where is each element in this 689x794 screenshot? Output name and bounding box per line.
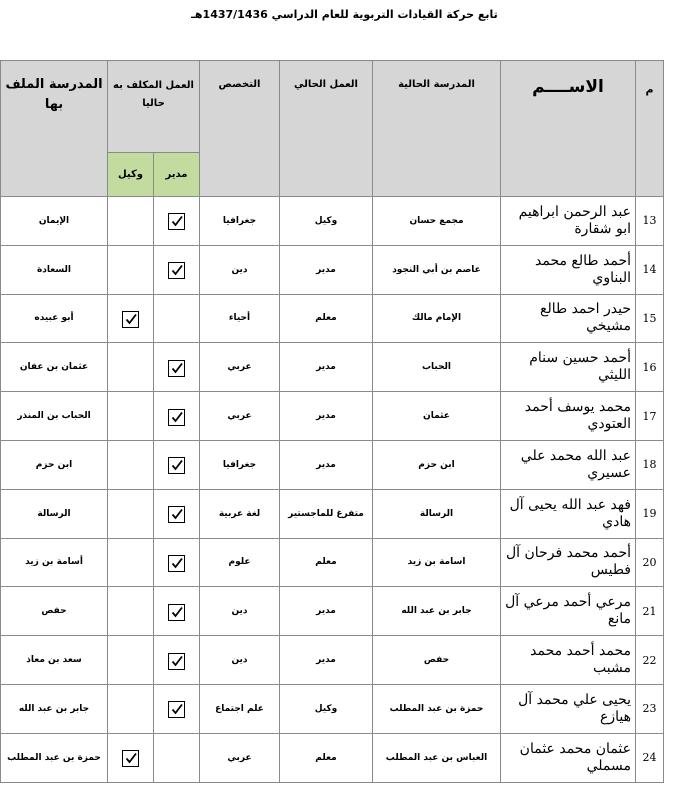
table-row [1,684,664,733]
header-principal: مدير [154,153,200,197]
row-specialty: جغرافيا [200,440,280,489]
row-number: 13 [636,197,664,246]
row-specialty: علوم [200,538,280,587]
header-assigned-school: المدرسة الملف بها [1,61,108,197]
row-deputy-check [108,392,154,441]
checkmark-box-icon [168,409,185,426]
header-assigned-work: العمل المكلف به حاليا [108,61,200,153]
row-principal-check [154,392,200,441]
table-row [1,294,664,343]
row-principal-check [154,197,200,246]
row-current-work: مدير [280,245,373,294]
row-current-school: ابن حزم [373,440,501,489]
row-current-work: مدير [280,343,373,392]
row-number: 16 [636,343,664,392]
row-specialty: عربي [200,392,280,441]
row-specialty: علم اجتماع [200,684,280,733]
row-deputy-check [108,684,154,733]
header-number: م [636,61,664,197]
row-specialty: عربي [200,343,280,392]
row-principal-check [154,538,200,587]
header-name: الاســــم [501,61,636,197]
row-principal-check [154,587,200,636]
row-current-work: وكيل [280,684,373,733]
row-name: عبد الرحمن ابراهيم ابو شقارة [501,197,636,246]
row-number: 15 [636,294,664,343]
row-principal-check [154,294,200,343]
row-deputy-check [108,587,154,636]
checkmark-box-icon [122,750,139,767]
header-deputy: وكيل [108,153,154,197]
table-row [1,440,664,489]
row-current-work: معلم [280,733,373,782]
row-principal-check [154,343,200,392]
row-number: 17 [636,392,664,441]
row-current-work: متفرغ للماجستير [280,489,373,538]
row-current-school: جابر بن عبد الله [373,587,501,636]
row-deputy-check [108,440,154,489]
row-current-school: الرسالة [373,489,501,538]
row-deputy-check [108,489,154,538]
row-current-school: العباس بن عبد المطلب [373,733,501,782]
header-current-school: المدرسة الحالية [373,61,501,197]
row-deputy-check [108,294,154,343]
leadership-table [0,60,664,783]
row-current-school: مجمع حسان [373,197,501,246]
row-deputy-check [108,343,154,392]
table-row [1,587,664,636]
row-assigned-school: حفص [1,587,108,636]
row-assigned-school: أبو عبيده [1,294,108,343]
row-name: حيدر احمد طالع مشيخي [501,294,636,343]
row-current-school: الإمام مالك [373,294,501,343]
row-current-work: مدير [280,636,373,685]
table-row [1,538,664,587]
row-current-school: حمزة بن عبد المطلب [373,684,501,733]
checkmark-box-icon [168,360,185,377]
table-row [1,489,664,538]
row-assigned-school: أسامة بن زيد [1,538,108,587]
checkmark-box-icon [168,555,185,572]
row-specialty: دين [200,245,280,294]
row-specialty: دين [200,587,280,636]
row-number: 23 [636,684,664,733]
row-number: 20 [636,538,664,587]
row-current-school: حفص [373,636,501,685]
row-assigned-school: الحباب بن المنذر [1,392,108,441]
page-title: تابع حركة القيادات التربوية للعام الدراسي 1437/1436هـ [191,8,498,21]
table-row [1,245,664,294]
row-specialty: دين [200,636,280,685]
row-specialty: لغة عربية [200,489,280,538]
row-assigned-school: حمزة بن عبد المطلب [1,733,108,782]
row-number: 21 [636,587,664,636]
row-assigned-school: عثمان بن عفان [1,343,108,392]
table-row [1,392,664,441]
row-name: محمد يوسف أحمد العتودي [501,392,636,441]
row-current-work: مدير [280,392,373,441]
row-current-work: معلم [280,538,373,587]
checkmark-box-icon [168,213,185,230]
row-name: عبد الله محمد علي عسيري [501,440,636,489]
row-assigned-school: جابر بن عبد الله [1,684,108,733]
row-current-school: اسامة بن زيد [373,538,501,587]
table-body [1,197,664,783]
checkmark-box-icon [168,457,185,474]
header-current-work: العمل الحالي [280,61,373,197]
table-row [1,636,664,685]
row-principal-check [154,245,200,294]
checkmark-box-icon [168,262,185,279]
row-number: 14 [636,245,664,294]
row-deputy-check [108,636,154,685]
row-number: 24 [636,733,664,782]
row-current-work: مدير [280,587,373,636]
checkmark-box-icon [168,506,185,523]
row-current-school: عثمان [373,392,501,441]
row-name: أحمد طالع محمد البناوي [501,245,636,294]
row-assigned-school: ابن حزم [1,440,108,489]
row-current-school: عاصم بن أبي النجود [373,245,501,294]
checkmark-box-icon [168,604,185,621]
row-current-work: مدير [280,440,373,489]
table-row [1,343,664,392]
row-deputy-check [108,245,154,294]
header-specialty: التخصص [200,61,280,197]
row-number: 19 [636,489,664,538]
checkmark-box-icon [168,701,185,718]
row-current-school: الحباب [373,343,501,392]
row-name: عثمان محمد عثمان مسملي [501,733,636,782]
row-number: 18 [636,440,664,489]
row-assigned-school: السعادة [1,245,108,294]
row-assigned-school: الإيمان [1,197,108,246]
row-current-work: وكيل [280,197,373,246]
row-assigned-school: سعد بن معاذ [1,636,108,685]
row-principal-check [154,636,200,685]
row-name: مرعي أحمد مرعي آل مانع [501,587,636,636]
row-name: أحمد محمد فرحان آل فطيس [501,538,636,587]
row-deputy-check [108,538,154,587]
row-principal-check [154,684,200,733]
row-principal-check [154,489,200,538]
row-deputy-check [108,733,154,782]
row-number: 22 [636,636,664,685]
checkmark-box-icon [122,311,139,328]
row-name: أحمد حسين سنام الليثي [501,343,636,392]
row-specialty: جغرافيا [200,197,280,246]
row-name: يحيى علي محمد آل هيازع [501,684,636,733]
row-name: محمد أحمد محمد مشبب [501,636,636,685]
row-deputy-check [108,197,154,246]
row-current-work: معلم [280,294,373,343]
row-specialty: عربي [200,733,280,782]
row-principal-check [154,440,200,489]
table-row [1,733,664,782]
row-assigned-school: الرسالة [1,489,108,538]
row-specialty: أحياء [200,294,280,343]
table-row [1,197,664,246]
row-name: فهد عبد الله يحيى آل هادي [501,489,636,538]
checkmark-box-icon [168,653,185,670]
row-principal-check [154,733,200,782]
